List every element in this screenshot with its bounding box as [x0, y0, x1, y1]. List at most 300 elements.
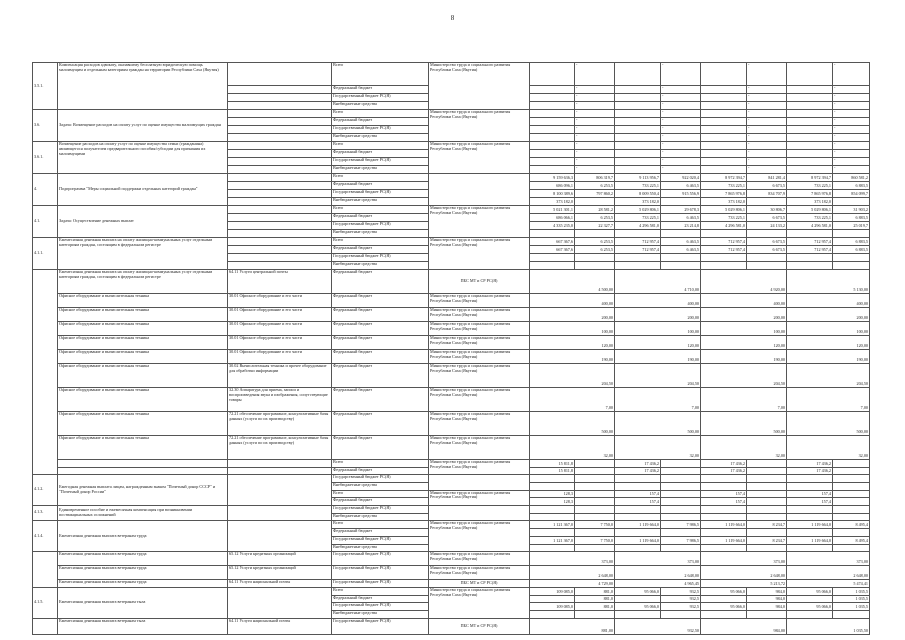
table-cell: - [661, 110, 701, 118]
table-cell [228, 182, 332, 190]
table-cell: 733 225,1 [615, 182, 661, 190]
table-cell [228, 166, 332, 174]
table-cell: 2 648,00 [787, 566, 870, 580]
table-cell [787, 611, 833, 619]
table-cell: 5 130,00 [787, 270, 870, 294]
table-cell: - [833, 102, 870, 110]
table-cell: 72.21 обеспечение программное, консультативные базы данных (услуги по их производству) [228, 412, 332, 436]
table-cell [701, 483, 747, 491]
table-cell: Ежемесячная денежная выплата ветеранам труда [58, 580, 228, 588]
table-cell [661, 198, 701, 206]
table-cell [701, 230, 747, 238]
table-cell: 15 811,8 [530, 467, 575, 475]
table-cell [530, 134, 575, 142]
table-cell: 984,0 [747, 595, 787, 603]
table-cell: 841 281,4 [747, 174, 787, 182]
table-row [33, 552, 870, 566]
table-cell [787, 150, 833, 158]
table-cell: 32,00 [787, 436, 870, 460]
table-cell [661, 262, 701, 270]
table-cell: 30.02 Вычислительная техника и прочее оборудование для обработки информации [228, 364, 332, 388]
table-cell: Федеральный бюджет [332, 436, 429, 460]
table-cell [228, 460, 332, 468]
table-cell: Офисное оборудование и вычислительная техника [58, 308, 228, 322]
table-cell: Ежемесячная денежная выплата ветеранам тыла [58, 618, 228, 634]
table-cell: 3.6.1. [33, 142, 58, 174]
table-cell: 400,00 [787, 294, 870, 308]
table-cell: Ежемесячная денежная выплата ветеранам труда [58, 566, 228, 580]
table-cell: 932,5 [661, 588, 701, 596]
table-body [33, 63, 870, 635]
table-cell: Ежемесячная денежная выплата ветеранам труда [58, 521, 228, 552]
table-cell [530, 611, 575, 619]
table-cell: 157,4 [615, 490, 661, 498]
table-cell: 9 113 956,7 [615, 174, 661, 182]
table-cell: - [833, 150, 870, 158]
table-cell [228, 86, 332, 94]
table-cell: Ежемесячная денежная выплата на оплату жилищно-коммунальных услуг отдельным категориям граждан, состоящим в федеральном регистре [58, 238, 228, 270]
table-cell: Федеральный бюджет [332, 498, 429, 506]
table-cell: Министерство труда и социального развития Республики Саха (Якутия) [429, 350, 530, 364]
table-cell [33, 552, 58, 588]
table-cell: Офисное оборудование и вычислительная техника [58, 364, 228, 388]
table-cell [615, 544, 661, 552]
table-cell: 4 296 581,0 [615, 222, 661, 230]
table-cell: Федеральный бюджет [332, 364, 429, 388]
table-cell [530, 86, 575, 94]
table-cell [615, 513, 661, 521]
table-cell [833, 498, 870, 506]
table-cell: 6 463,5 [661, 246, 701, 254]
table-cell: Государственный бюджет РС(Я) [332, 603, 429, 611]
table-cell: Компенсация расходов адвокату, оказавшему бесплатную юридическую помощь малоимущим и отдельным категориям граждан на территории Республики Саха (Якутия) [58, 63, 228, 110]
table-cell: 24 133,2 [747, 222, 787, 230]
table-cell: 373 182,0 [615, 198, 661, 206]
table-cell: 4 335 235,0 [530, 222, 575, 230]
table-cell [615, 230, 661, 238]
table-cell: 190,00 [615, 350, 701, 364]
table-cell [228, 230, 332, 238]
table-cell [530, 595, 575, 603]
table-cell: 17 436,2 [615, 467, 661, 475]
table-cell: 6 253,5 [575, 246, 615, 254]
table-cell [661, 467, 701, 475]
table-cell [228, 150, 332, 158]
table-row [33, 580, 870, 588]
table-cell: 157,4 [701, 498, 747, 506]
table-cell [429, 174, 530, 206]
table-cell: Задача: Осуществление денежных выплат [58, 206, 228, 238]
table-cell: 733 225,1 [701, 182, 747, 190]
table-cell: 7 986,5 [661, 536, 701, 544]
table-cell: 4 296 581,0 [701, 222, 747, 230]
table-cell [747, 262, 787, 270]
table-cell: 854 099,7 [833, 190, 870, 198]
table-cell: - [661, 134, 701, 142]
table-cell [661, 498, 701, 506]
table-cell: 6 253,5 [575, 238, 615, 246]
table-cell: 204,50 [787, 364, 870, 388]
table-cell: 8 234,7 [747, 521, 787, 529]
table-row [33, 322, 870, 336]
table-cell: 17 436,2 [701, 467, 747, 475]
table-cell [787, 262, 833, 270]
table-cell: 860 581,2 [833, 174, 870, 182]
table-cell: 28 581,2 [575, 206, 615, 214]
table-cell [228, 222, 332, 230]
table-cell: 1 035,50 [787, 618, 870, 634]
table-cell: Федеральный бюджет [332, 246, 429, 254]
table-cell: ПБС МТ и СР РС(Я) [429, 618, 530, 634]
table-cell: 932,50 [615, 618, 701, 634]
table-cell: Министерство труда и социального развития Республики Саха (Якутия) [429, 110, 530, 142]
table-cell: Министерство труда и социального развития Республики Саха (Якутия) [429, 412, 530, 436]
table-cell [575, 483, 615, 491]
table-cell [530, 118, 575, 126]
table-cell [701, 513, 747, 521]
table-cell [228, 238, 332, 246]
table-cell: Государственный бюджет РС(Я) [332, 552, 429, 566]
table-cell [747, 230, 787, 238]
table-cell: Федеральный бюджет [332, 294, 429, 308]
table-cell: 1 035,5 [833, 595, 870, 603]
table-cell [615, 611, 661, 619]
table-cell [615, 94, 661, 102]
table-cell [787, 134, 833, 142]
table-cell: ПБС МТ и СР РС(Я) [429, 580, 530, 588]
table-cell: 7,00 [615, 388, 701, 412]
table-cell: 200,00 [530, 308, 615, 322]
table-cell: 190,00 [701, 350, 787, 364]
table-cell [787, 529, 833, 537]
table-cell: 984,0 [747, 588, 787, 596]
table-cell: 3.6. [33, 110, 58, 142]
table-cell: 712 957,4 [701, 238, 747, 246]
table-cell: 373,00 [615, 552, 701, 566]
table-row [33, 110, 870, 118]
table-cell [530, 63, 575, 86]
table-cell [530, 110, 575, 118]
table-cell: Государственный бюджет РС(Я) [332, 566, 429, 580]
table-cell [747, 544, 787, 552]
table-cell: - [833, 158, 870, 166]
table-cell: 712 957,4 [787, 246, 833, 254]
table-cell: 400,00 [701, 294, 787, 308]
table-cell: 8 495,4 [833, 521, 870, 529]
table-cell [833, 544, 870, 552]
table-cell [429, 505, 530, 521]
table-cell [661, 490, 701, 498]
table-cell [228, 214, 332, 222]
table-cell: 6 463,5 [661, 182, 701, 190]
table-cell [747, 498, 787, 506]
table-cell [228, 254, 332, 262]
table-cell: Всего [332, 174, 429, 182]
table-cell: 733 225,1 [787, 182, 833, 190]
table-cell: 65.12 Услуги кредитных организаций [228, 552, 332, 566]
table-cell: Офисное оборудование и вычислительная техника [58, 388, 228, 412]
table-cell: Возмещение расходов на оплату услуг по оценке имущества семьи (гражданина) являющегося получателем предварительного пособия/субсидии для признания их малоимущими [58, 142, 228, 174]
table-cell: Всего [332, 460, 429, 468]
table-cell: 922 020,4 [661, 174, 701, 182]
table-cell: - [747, 94, 787, 102]
table-cell [228, 158, 332, 166]
table-cell: - [747, 166, 787, 174]
table-cell: Федеральный бюджет [332, 595, 429, 603]
table-cell [228, 475, 332, 506]
table-cell [575, 498, 615, 506]
table-cell: Федеральный бюджет [332, 388, 429, 412]
table-cell: 400,00 [615, 294, 701, 308]
table-cell: 712 957,4 [615, 246, 661, 254]
table-cell [701, 110, 747, 118]
table-cell [747, 460, 787, 468]
table-cell: 120,00 [701, 336, 787, 350]
table-cell [575, 467, 615, 475]
table-cell: 667 367,6 [530, 238, 575, 246]
table-cell: 4 965,45 [615, 580, 701, 588]
table-cell [575, 198, 615, 206]
table-cell: Ежегодная денежная выплата лицам, награжденным знаком "Почетный донор СССР" и "Почетный донор России" [58, 475, 228, 506]
table-cell: 4.1.2. [33, 475, 58, 506]
table-row [33, 238, 870, 246]
table-cell [701, 150, 747, 158]
table-row [33, 206, 870, 214]
table-cell: 190,00 [787, 350, 870, 364]
table-cell [58, 467, 228, 475]
table-cell: - [747, 118, 787, 126]
table-cell [228, 467, 332, 475]
table-cell: 9 159 636,3 [530, 174, 575, 182]
table-cell [228, 110, 332, 118]
table-cell [661, 505, 701, 513]
table-cell [787, 483, 833, 491]
table-cell: Федеральный бюджет [332, 529, 429, 537]
table-cell: Ежемесячная денежная выплата ветеранам труда [58, 552, 228, 566]
table-cell: Министерство труда и социального развития Республики Саха (Якутия) [429, 206, 530, 238]
table-cell [615, 142, 661, 150]
table-cell: 4 500,00 [530, 270, 615, 294]
table-cell: 8 495,4 [833, 536, 870, 544]
table-cell [833, 262, 870, 270]
table-cell: 6 253,5 [575, 214, 615, 222]
table-cell: 6 673,5 [747, 238, 787, 246]
table-cell: - [575, 110, 615, 118]
table-cell: 64.11 Услуги национальной почты [228, 580, 332, 588]
table-cell: Министерство труда и социального развития Республики Саха (Якутия) [429, 294, 530, 308]
table-cell: 120,00 [787, 336, 870, 350]
table-cell [747, 611, 787, 619]
table-row [33, 308, 870, 322]
table-row [33, 63, 870, 86]
table-cell [228, 198, 332, 206]
table-cell: Государственный бюджет РС(Я) [332, 505, 429, 513]
table-cell: Федеральный бюджет [332, 350, 429, 364]
table-cell: 6 883,5 [833, 182, 870, 190]
table-cell: Задача: Возмещение расходов на оплату услуг по оценке имущества малоимущих граждан [58, 110, 228, 142]
table-cell [787, 513, 833, 521]
table-cell [833, 611, 870, 619]
table-cell: - [575, 142, 615, 150]
table-cell: 3.5.1. [33, 63, 58, 110]
table-cell: 95 066,0 [615, 603, 661, 611]
table-cell [575, 505, 615, 513]
table-cell [530, 166, 575, 174]
table-cell: - [833, 86, 870, 94]
table-cell [575, 544, 615, 552]
table-cell: 7,00 [787, 388, 870, 412]
table-cell: - [747, 63, 787, 86]
table-cell [701, 505, 747, 513]
table-row [33, 174, 870, 182]
table-cell: 6 883,5 [833, 238, 870, 246]
table-cell: 30.01 Офисное оборудование и его части [228, 336, 332, 350]
table-cell [701, 94, 747, 102]
table-cell [615, 134, 661, 142]
table-cell: Офисное оборудование и вычислительная техника [58, 294, 228, 308]
table-cell: - [661, 126, 701, 134]
table-cell [787, 166, 833, 174]
table-cell [787, 63, 833, 86]
table-cell: - [575, 150, 615, 158]
table-cell [615, 118, 661, 126]
table-cell: Офисное оборудование и вычислительная техника [58, 350, 228, 364]
table-cell [575, 513, 615, 521]
table-cell: Государственный бюджет РС(Я) [332, 158, 429, 166]
table-cell: Государственный бюджет РС(Я) [332, 190, 429, 198]
table-cell: 5 029 806,1 [787, 206, 833, 214]
table-cell [833, 198, 870, 206]
table-cell: 157,4 [787, 498, 833, 506]
page-number: 8 [450, 14, 455, 22]
table-cell [575, 475, 615, 483]
table-cell: 95 066,0 [615, 588, 661, 596]
table-cell: 204,50 [701, 364, 787, 388]
table-cell: - [661, 102, 701, 110]
table-cell: 32,00 [615, 436, 701, 460]
table-cell: 686 066,1 [530, 214, 575, 222]
table-cell: - [833, 126, 870, 134]
table-cell: 72.21 обеспечение программное, консультативные базы данных (услуги по их производству) [228, 436, 332, 460]
table-cell: 7 750,0 [575, 536, 615, 544]
table-cell: Внебюджетные средства [332, 134, 429, 142]
table-cell: 7 865 976,8 [701, 190, 747, 198]
table-cell: 881,0 [575, 595, 615, 603]
table-cell: 500,00 [530, 412, 615, 436]
table-cell [701, 118, 747, 126]
table-cell: 4 920,00 [701, 270, 787, 294]
table-cell: Государственный бюджет РС(Я) [332, 222, 429, 230]
table-cell: - [575, 86, 615, 94]
table-cell [228, 190, 332, 198]
table-cell: 204,50 [530, 364, 615, 388]
table-cell: 157,4 [701, 490, 747, 498]
table-cell [701, 142, 747, 150]
table-cell [615, 505, 661, 513]
table-cell [615, 262, 661, 270]
table-cell: 400,00 [530, 294, 615, 308]
table-cell [833, 254, 870, 262]
table-cell: - [661, 142, 701, 150]
table-cell: 95 066,0 [787, 588, 833, 596]
table-cell: - [833, 142, 870, 150]
table-cell [615, 63, 661, 86]
table-cell: 5 213,72 [701, 580, 787, 588]
table-cell: - [747, 158, 787, 166]
table-cell [747, 198, 787, 206]
table-cell [787, 544, 833, 552]
table-row [33, 350, 870, 364]
table-row [33, 566, 870, 580]
table-cell [747, 483, 787, 491]
table-cell: 2 648,00 [530, 566, 615, 580]
table-cell: 1 035,5 [833, 603, 870, 611]
table-cell: 109 085,0 [530, 603, 575, 611]
table-cell [530, 126, 575, 134]
table-cell [615, 595, 661, 603]
table-cell [530, 505, 575, 513]
table-row [33, 388, 870, 412]
table-cell: - [575, 166, 615, 174]
table-cell [701, 102, 747, 110]
table-cell [575, 529, 615, 537]
table-cell: 100,00 [615, 322, 701, 336]
table-cell: 834 707,9 [747, 190, 787, 198]
table-cell [615, 150, 661, 158]
table-cell [833, 460, 870, 468]
table-cell: 5 474,41 [787, 580, 870, 588]
table-cell: 31 903,2 [833, 206, 870, 214]
table-cell [701, 86, 747, 94]
table-cell: Внебюджетные средства [332, 544, 429, 552]
table-cell: - [575, 126, 615, 134]
table-cell: Внебюджетные средства [332, 166, 429, 174]
table-cell: 5 029 806,1 [615, 206, 661, 214]
table-cell: 95 066,0 [701, 588, 747, 596]
table-cell: 1 119 664,0 [615, 521, 661, 529]
table-cell: 17 436,2 [787, 467, 833, 475]
table-cell: 4 729,00 [530, 580, 615, 588]
table-cell: 6 883,5 [833, 246, 870, 254]
table-cell: - [747, 86, 787, 94]
table-cell: Государственный бюджет РС(Я) [332, 475, 429, 483]
table-cell [747, 490, 787, 498]
table-cell: 806 319,7 [575, 174, 615, 182]
table-cell [429, 475, 530, 491]
table-cell: 95 066,0 [787, 603, 833, 611]
table-cell [530, 142, 575, 150]
table-cell: 6 673,5 [747, 182, 787, 190]
table-cell: 64.11 Услуги центральной почты [228, 270, 332, 294]
table-cell: 881,0 [575, 588, 615, 596]
table-cell: 128,3 [530, 490, 575, 498]
table-cell: 733 225,1 [787, 214, 833, 222]
table-cell [661, 544, 701, 552]
table-cell: 7 750,0 [575, 521, 615, 529]
table-cell [228, 63, 332, 86]
table-cell: - [833, 118, 870, 126]
table-cell [787, 86, 833, 94]
table-cell: 17 436,2 [787, 460, 833, 468]
table-cell [701, 126, 747, 134]
table-cell: Всего [332, 490, 429, 498]
table-cell [787, 110, 833, 118]
table-cell [530, 158, 575, 166]
table-cell: - [575, 158, 615, 166]
table-cell [787, 595, 833, 603]
table-cell: 373,00 [701, 552, 787, 566]
table-cell [530, 483, 575, 491]
